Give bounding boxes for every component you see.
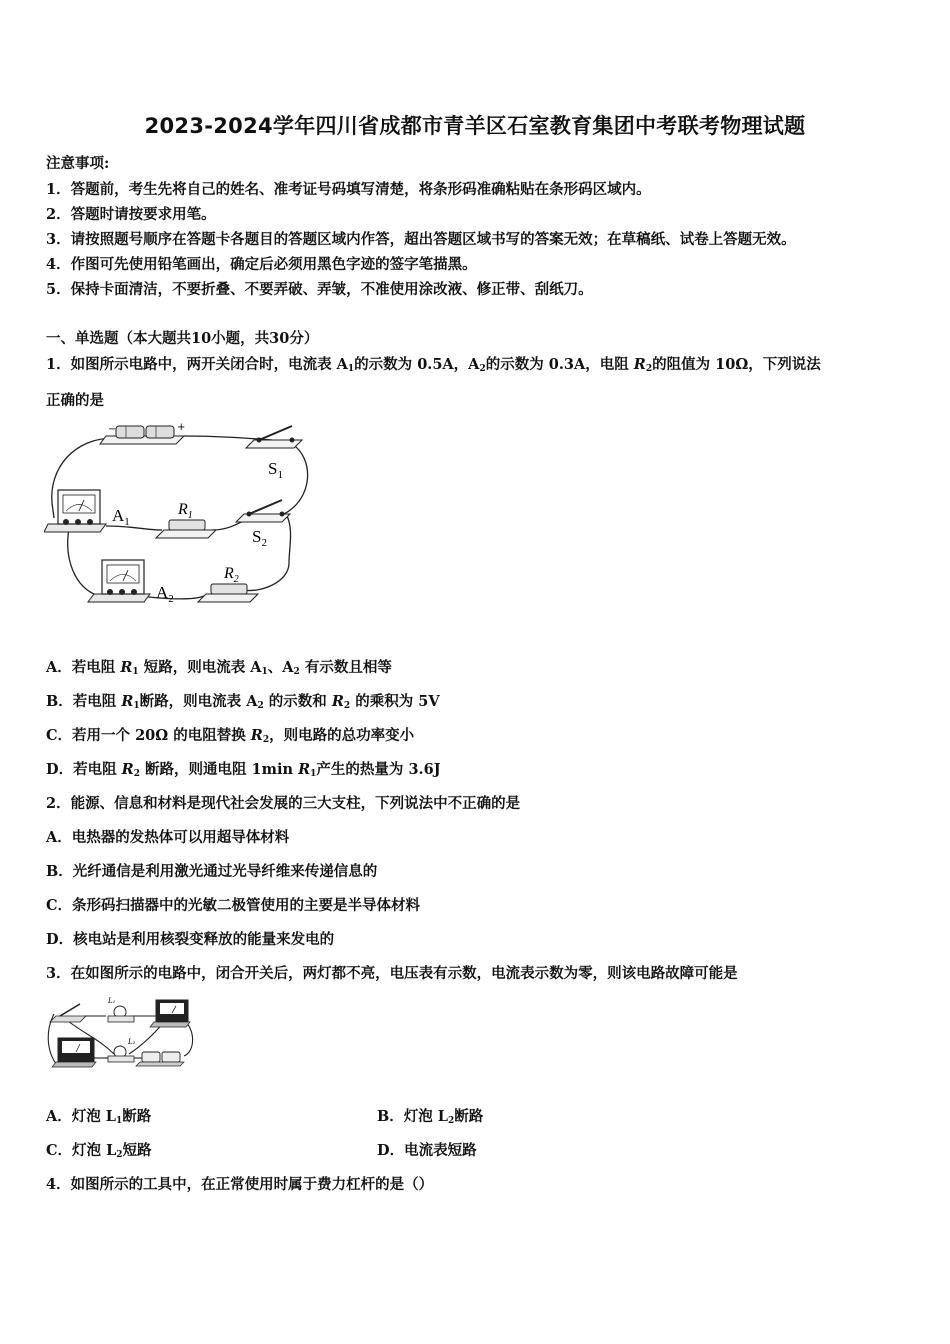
q3-switch-icon — [50, 1004, 86, 1022]
q1-option-b: B．若电阻 $R_1$断路，则电流表 $A_2$ 的示数和 $R_2$ 的乘积为 5V — [46, 693, 440, 711]
q4-stem: 4．如图所示的工具中，在正常使用时属于费力杠杆的是（） — [46, 1176, 434, 1193]
label-a2: $A_2$ — [156, 583, 174, 605]
q3-ammeter-icon — [52, 1038, 96, 1067]
q3-option-c: C．灯泡 $L_2$短路 — [46, 1142, 152, 1160]
q2-stem: 2．能源、信息和材料是现代社会发展的三大支柱，下列说法中不正确的是 — [46, 795, 521, 812]
q2-option-b: B．光纤通信是利用激光通过光导纤维来传递信息的 — [46, 863, 378, 880]
q1-option-c: C．若用一个 20Ω 的电阻替换 $R_2$，则电路的总功率变小 — [46, 727, 415, 745]
resistor-r2-icon — [198, 584, 258, 602]
q3-voltmeter-icon — [150, 1000, 190, 1027]
page-title: 2023-2024学年四川省成都市青羊区石室教育集团中考联考物理试题 — [144, 114, 806, 138]
resistor-r1-icon — [156, 520, 216, 538]
q2-option-c: C．条形码扫描器中的光敏二极管使用的主要是半导体材料 — [46, 897, 421, 914]
battery-minus: − — [108, 424, 117, 435]
notice-heading: 注意事项: — [46, 155, 110, 172]
notice-item-2: 2．答题时请按要求用笔。 — [46, 206, 216, 223]
q2-option-a: A．电热器的发热体可以用超导体材料 — [46, 829, 290, 846]
q3-label-l2: L₂ — [128, 1038, 136, 1046]
label-r1: $R_1$ — [178, 501, 193, 521]
notice-item-3: 3．请按照题号顺序在答题卡各题目的答题区域内作答，超出答题区域书写的答案无效；在草稿纸、试卷上答题无效。 — [46, 231, 796, 248]
q1-option-a: A．若电阻 $R_1$ 短路，则电流表 $A_1$、$A_2$ 有示数且相等 — [46, 659, 392, 677]
label-s2: $S_2$ — [252, 527, 267, 549]
q1-stem-line2: 正确的是 — [46, 392, 104, 409]
q3-stem: 3．在如图所示的电路中，闭合开关后，两灯都不亮，电压表有示数，电流表示数为零，则该电路故障可能是 — [46, 965, 738, 982]
label-r2: $R_2$ — [224, 565, 239, 585]
q3-label-l1: L₁ — [108, 997, 116, 1005]
battery-plus: + — [177, 422, 186, 433]
q2-option-d: D．核电站是利用核裂变释放的能量来发电的 — [46, 931, 335, 948]
q3-option-a: A．灯泡 $L_1$断路 — [46, 1108, 152, 1126]
q3-circuit-figure — [44, 994, 196, 1074]
q3-option-d: D．电流表短路 — [377, 1142, 477, 1159]
q3-option-b: B．灯泡 $L_2$断路 — [377, 1108, 484, 1126]
notice-item-4: 4．作图可先使用铅笔画出，确定后必须用黑色字迹的签字笔描黑。 — [46, 256, 477, 273]
q3-battery-icon — [136, 1052, 184, 1066]
q3-lamp-l2-icon — [108, 1046, 134, 1062]
q1-stem: 1．如图所示电路中，两开关闭合时，电流表 $A_1$的示数为 0.5A，$A_2$的示数为 0.3A，电阻 $R_2$的阻值为 10Ω，下列说法 — [46, 356, 821, 374]
switch-s2-icon — [236, 500, 290, 522]
ammeter-a2-icon — [88, 560, 150, 602]
notice-item-1: 1．答题前，考生先将自己的姓名、准考证号码填写清楚，将条形码准确粘贴在条形码区域内。 — [46, 181, 651, 198]
q3-lamp-l1-icon — [108, 1006, 134, 1022]
label-s1: $S_1$ — [268, 459, 283, 481]
q1-option-d: D．若电阻 $R_2$ 断路，则通电阻 1min $R_1$产生的热量为 3.6J — [46, 761, 441, 779]
switch-s1-icon — [246, 426, 302, 448]
q1-circuit-figure — [44, 418, 309, 618]
section-heading: 一、单选题（本大题共10小题，共30分） — [46, 330, 319, 347]
notice-item-5: 5．保持卡面清洁，不要折叠、不要弄破、弄皱，不准使用涂改液、修正带、刮纸刀。 — [46, 281, 593, 298]
label-a1: $A_1$ — [112, 506, 130, 528]
